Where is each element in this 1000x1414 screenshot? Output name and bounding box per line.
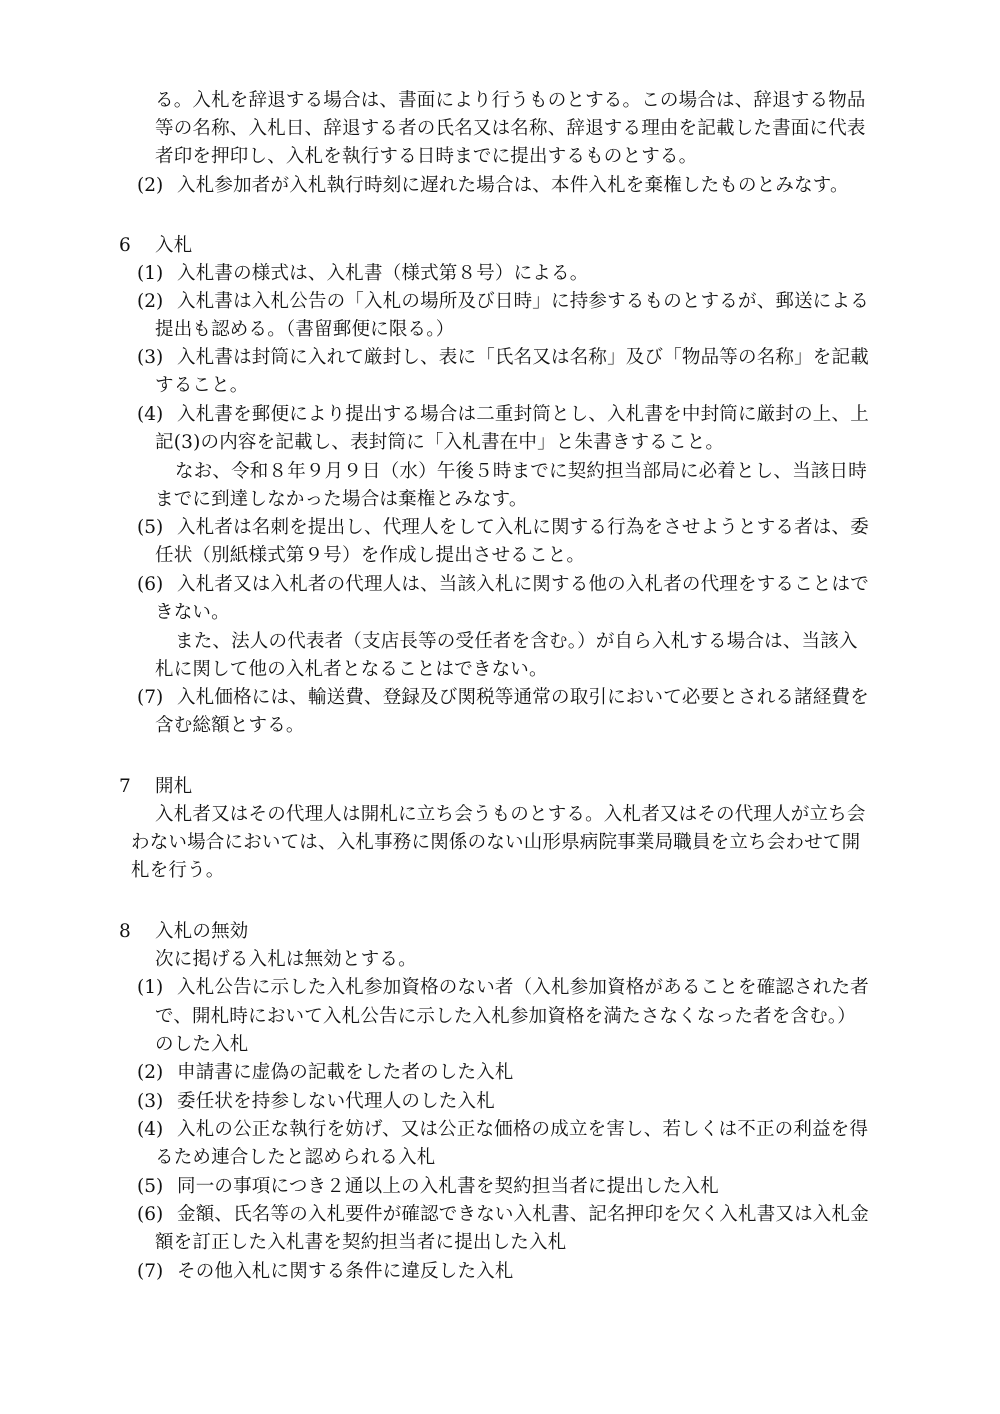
item-text: 申請書に虚偽の記載をした者のした入札 [177, 1062, 514, 1083]
item-text: 委任状を持参しない代理人のした入札 [177, 1091, 495, 1112]
item-text-cont: すること。 [155, 375, 249, 396]
item-number: (2) [137, 291, 164, 312]
item-text-cont: 提出も認める。（書留郵便に限る。） [155, 319, 455, 340]
item-text-cont: までに到達しなかった場合は棄権とみなす。 [155, 489, 528, 510]
item-number: (3) [137, 347, 164, 368]
item-text-cont: 記(3)の内容を記載し、表封筒に「入札書在中」と朱書きすること。 [155, 432, 725, 453]
item-text-cont: きない。 [155, 602, 230, 623]
item-number: (3) [137, 1091, 164, 1112]
item-text-cont: なお、令和８年９月９日（水）午後５時までに契約担当部局に必着とし、当該日時 [175, 461, 867, 482]
paragraph-line: 札を行う。 [131, 860, 225, 881]
item-text: 入札者は名刺を提出し、代理人をして入札に関する行為をさせようとする者は、委 [177, 517, 869, 538]
item-text-cont: また、法人の代表者（支店長等の受任者を含む。）が自ら入札する場合は、当該入 [175, 631, 858, 652]
item-text-cont: 札に関して他の入札者となることはできない。 [155, 659, 548, 680]
paragraph-line: る。入札を辞退する場合は、書面により行うものとする。この場合は、辞退する物品 [155, 90, 866, 111]
item-text-cont: 任状（別紙様式第９号）を作成し提出させること。 [155, 545, 586, 566]
section-heading: 入札の無効 [155, 921, 249, 942]
section-number: 6 [119, 235, 131, 256]
item-number: (4) [137, 1119, 164, 1140]
item-text: 入札書の様式は、入札書（様式第８号）による。 [177, 263, 589, 284]
paragraph-line: 等の名称、入札日、辞退する者の氏名又は名称、辞退する理由を記載した書面に代表 [155, 118, 866, 139]
item-text: 入札書を郵便により提出する場合は二重封筒とし、入札書を中封筒に厳封の上、上 [177, 404, 869, 425]
item-text-cont: るため連合したと認められる入札 [155, 1147, 436, 1168]
item-text: 入札者又は入札者の代理人は、当該入札に関する他の入札者の代理をすることはで [177, 574, 869, 595]
paragraph-line: わない場合においては、入札事務に関係のない山形県病院事業局職員を立ち会わせて開 [131, 832, 861, 853]
section-heading: 入札 [155, 235, 193, 256]
item-number: (4) [137, 404, 164, 425]
item-number: (2) [137, 175, 164, 196]
item-text-cont: のした入札 [155, 1034, 249, 1055]
item-text: 入札書は入札公告の「入札の場所及び日時」に持参するものとするが、郵送による [177, 291, 869, 312]
item-number: (5) [137, 1176, 164, 1197]
paragraph-line: 者印を押印し、入札を執行する日時までに提出するものとする。 [155, 146, 698, 167]
item-text: 金額、氏名等の入札要件が確認できない入札書、記名押印を欠く入札書又は入札金 [177, 1204, 869, 1225]
item-text: その他入札に関する条件に違反した入札 [177, 1261, 514, 1282]
item-number: (6) [137, 574, 164, 595]
item-number: (6) [137, 1204, 164, 1225]
section-number: 8 [119, 921, 131, 942]
item-number: (1) [137, 263, 164, 284]
item-text: 入札価格には、輸送費、登録及び関税等通常の取引において必要とされる諸経費を [177, 687, 869, 708]
section-heading: 開札 [155, 776, 193, 797]
item-text: 入札公告に示した入札参加資格のない者（入札参加資格があることを確認された者 [177, 977, 869, 998]
item-text: 同一の事項につき２通以上の入札書を契約担当者に提出した入札 [177, 1176, 719, 1197]
item-text: 入札書は封筒に入れて厳封し、表に「氏名又は名称」及び「物品等の名称」を記載 [177, 347, 869, 368]
paragraph-line: 入札者又はその代理人は開札に立ち会うものとする。入札者又はその代理人が立ち会 [155, 804, 866, 825]
item-text-cont: 含む総額とする。 [155, 715, 305, 736]
item-number: (5) [137, 517, 164, 538]
item-text: 入札参加者が入札執行時刻に遅れた場合は、本件入札を棄権したものとみなす。 [177, 175, 849, 196]
item-number: (2) [137, 1062, 164, 1083]
item-text-cont: で、開札時において入札公告に示した入札参加資格を満たさなくなった者を含む。） [155, 1006, 856, 1027]
item-number: (7) [137, 687, 164, 708]
paragraph-line: 次に掲げる入札は無効とする。 [155, 949, 417, 970]
item-number: (7) [137, 1261, 164, 1282]
item-text-cont: 額を訂正した入札書を契約担当者に提出した入札 [155, 1232, 567, 1253]
item-text: 入札の公正な執行を妨げ、又は公正な価格の成立を害し、若しくは不正の利益を得 [177, 1119, 869, 1140]
section-number: 7 [119, 776, 131, 797]
item-number: (1) [137, 977, 164, 998]
